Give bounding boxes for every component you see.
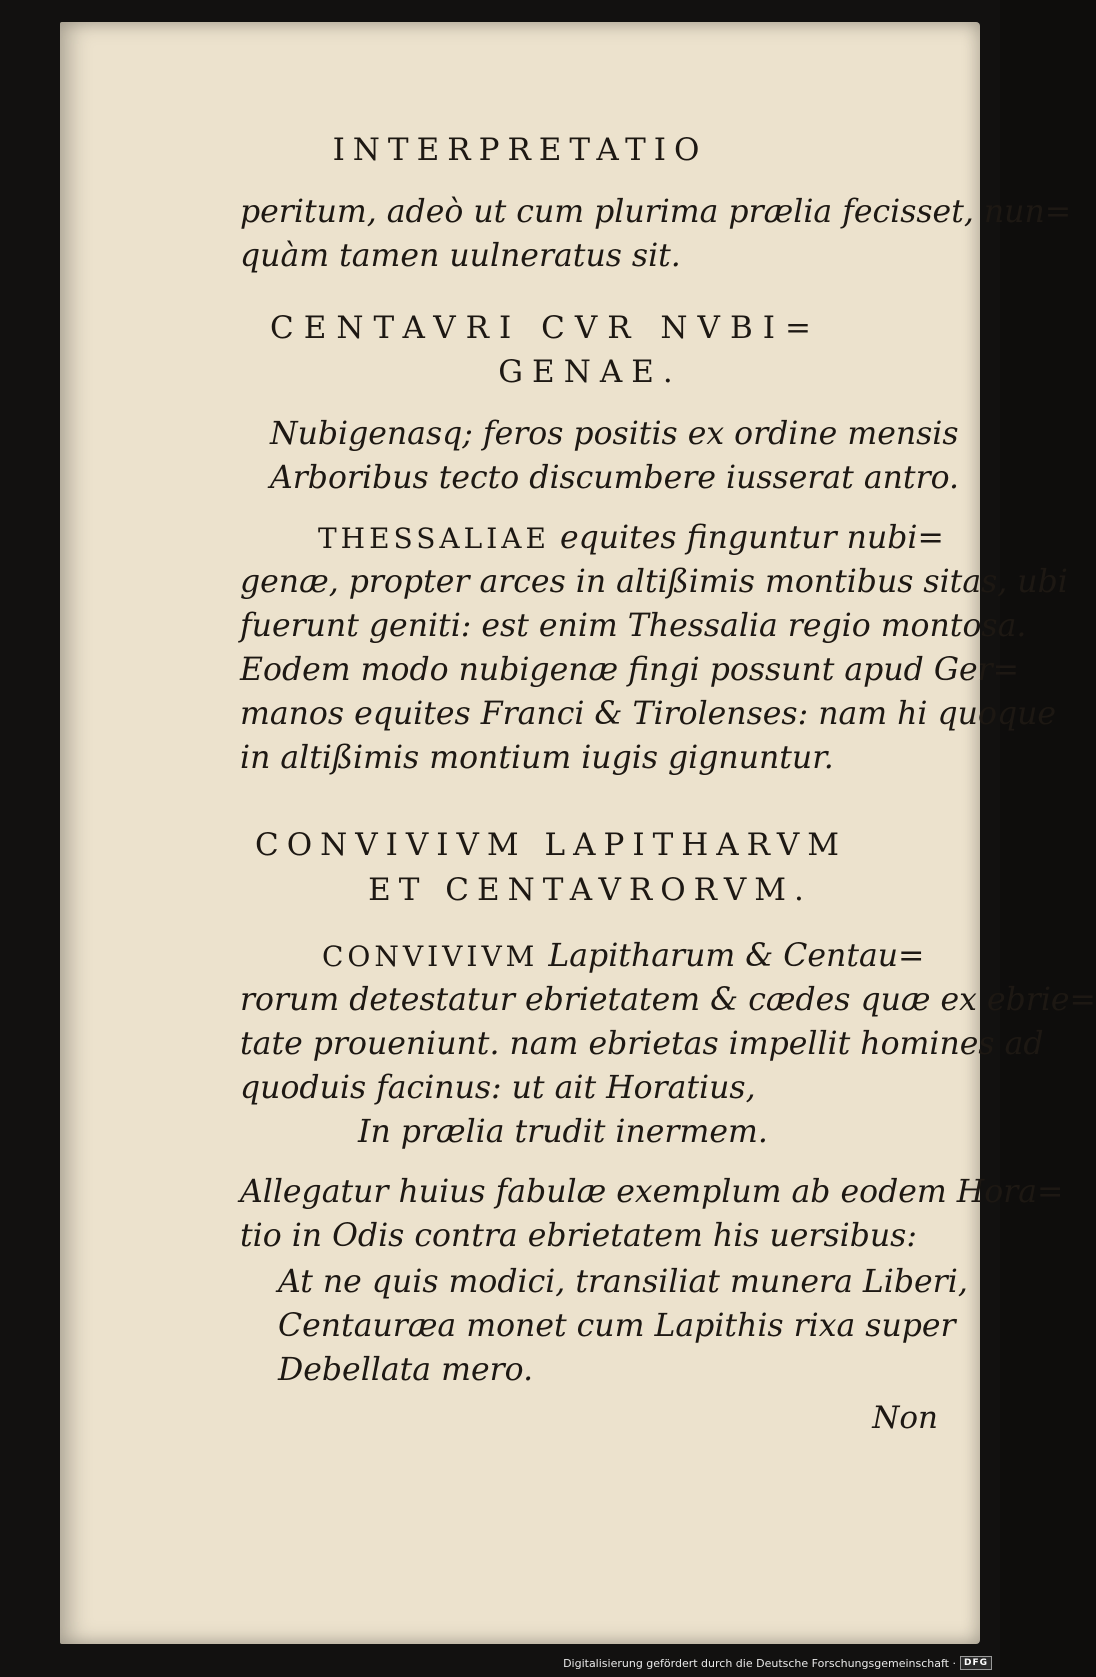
section-heading-line: ET CENTAVRORVM. bbox=[368, 872, 812, 908]
verse-line: Arboribus tecto discumbere iusserat antro. bbox=[270, 460, 960, 496]
text-line: Allegatur huius fabulæ exemplum ab eodem Hora= bbox=[240, 1174, 1064, 1210]
text-line: quoduis facinus: ut ait Horatius, bbox=[240, 1070, 756, 1106]
verse-line: Nubigenasq; feros positis ex ordine mensis bbox=[270, 416, 959, 452]
text-line: fuerunt geniti: est enim Thessalia regio montosa. bbox=[240, 608, 1027, 644]
text-line: manos equites Franci & Tirolenses: nam hi quoque bbox=[240, 696, 1057, 732]
quote-line: In prælia trudit inermem. bbox=[358, 1114, 768, 1150]
section-heading-line: GENAE. bbox=[498, 354, 682, 390]
text-span: equites finguntur nubi= bbox=[559, 520, 944, 556]
paragraph-first-line bbox=[318, 516, 1033, 561]
book-page bbox=[60, 22, 1096, 1644]
running-head: INTERPRETATIO bbox=[332, 132, 708, 168]
text-line: tio in Odis contra ebrietatem his uersibus: bbox=[240, 1218, 917, 1254]
verse-line: Centauræa monet cum Lapithis rixa super bbox=[278, 1308, 956, 1344]
catchword: Non bbox=[872, 1400, 938, 1436]
dfg-logo: DFG bbox=[960, 1656, 992, 1670]
text-line: quàm tamen uulneratus sit. bbox=[240, 238, 681, 274]
verse-line: Debellata mero. bbox=[278, 1352, 534, 1388]
section-heading-line: CENTAVRI CVR NVBI= bbox=[270, 310, 821, 346]
small-caps-lead: THESSALIAE bbox=[318, 522, 550, 555]
text-line: in altißimis montium iugis gignuntur. bbox=[240, 740, 834, 776]
text-line: Eodem modo nubigenæ fingi possunt apud Ger= bbox=[240, 652, 1020, 688]
section-heading-line: CONVIVIVM LAPITHARVM bbox=[255, 827, 848, 863]
credit-text: Digitalisierung gefördert durch die Deutsche Forschungsgemeinschaft · bbox=[563, 1656, 956, 1670]
text-line: peritum, adeò ut cum plurima prælia fecisset, nun= bbox=[240, 194, 1072, 230]
paragraph-first-line bbox=[322, 934, 1037, 979]
text-line: genæ, propter arces in altißimis montibus sitas, ubi bbox=[240, 564, 1068, 600]
digitization-credit bbox=[563, 1651, 992, 1675]
text-line: rorum detestatur ebrietatem & cædes quæ ex ebrie= bbox=[240, 982, 1096, 1018]
text-line: tate proueniunt. nam ebrietas impellit homines ad bbox=[240, 1026, 1044, 1062]
text-span: Lapitharum & Centau= bbox=[548, 938, 925, 974]
small-caps-lead: CONVIVIVM bbox=[322, 940, 539, 973]
verse-line: At ne quis modici, transiliat munera Liberi, bbox=[278, 1264, 968, 1300]
